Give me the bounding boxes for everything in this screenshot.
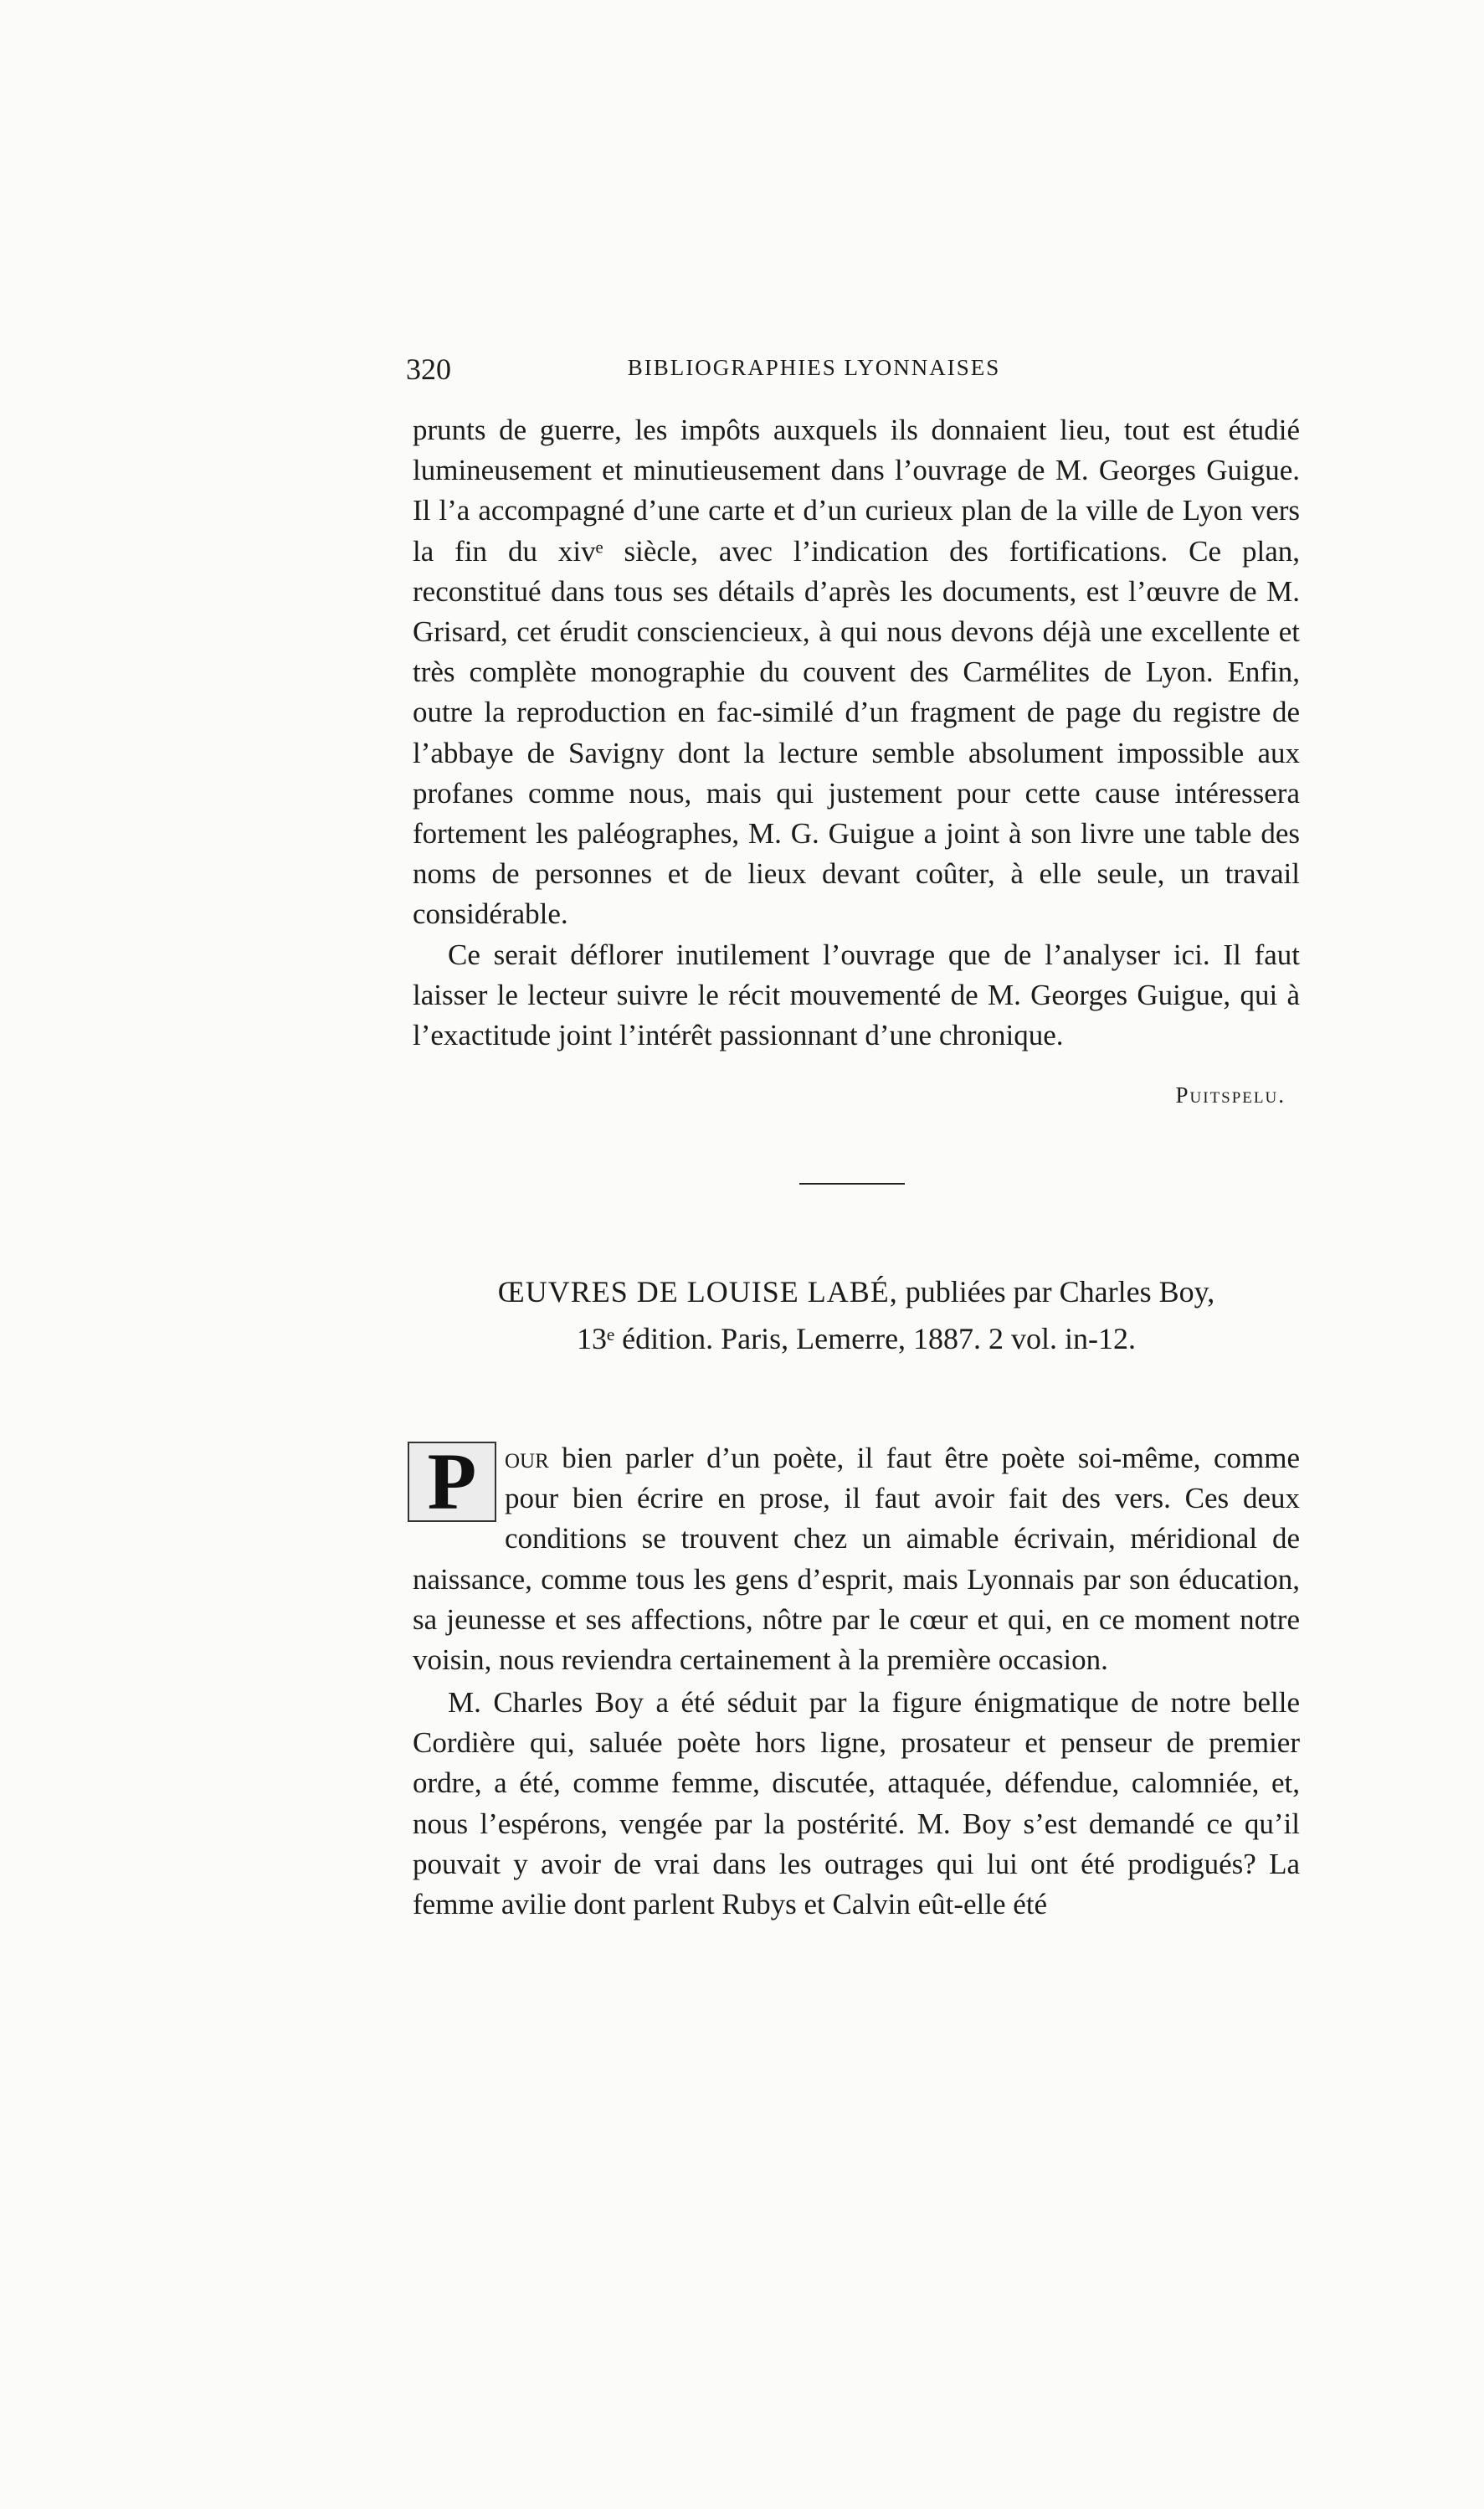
ornamental-initial: P xyxy=(408,1442,496,1522)
section-divider xyxy=(799,1183,905,1185)
running-head xyxy=(406,352,1222,393)
running-title: BIBLIOGRAPHIES LYONNAISES xyxy=(627,355,1001,380)
paragraph-text: bien parler d’un poète, il faut être poète soi-même, comme pour bien écrire en prose, il faut avoir fait des vers. Ces deux conditions se trouvent chez un aimable écrivain, méridional de naissance, comme tous les gens d’esprit, mais Lyonnais par son éducation, sa jeunesse et ses affections, nôtre par le cœur et qui, en ce moment notre voisin, nous reviendra certainement à la première occasion. xyxy=(413,1442,1300,1677)
editor-credit: publiées par Charles Boy, xyxy=(897,1275,1215,1308)
book-title: ŒUVRES DE LOUISE LABÉ, xyxy=(497,1275,898,1308)
edition-info: 13ᵉ édition. Paris, Lemerre, 1887. 2 vol. in-12. xyxy=(576,1322,1137,1355)
entry-title-line-1 xyxy=(413,1268,1300,1315)
author-signature: Puitspelu. xyxy=(1175,1082,1286,1108)
paragraph: M. Charles Boy a été séduit par la figure énigmatique de notre belle Cordière qui, saluée poète hors ligne, prosateur et penseur de premier ordre, a été, comme femme, discutée, attaquée, défendue, calomniée, et, nous l’espérons, vengée par la postérité. M. Boy s’est demandé ce qu’il pouvait y avoir de vrai dans les outrages qui lui ont été prodigués? La femme avilie dont parlent Rubys et Calvin eût-elle été xyxy=(413,1686,1300,1921)
paragraph: Ce serait déflorer inutilement l’ouvrage que de l’analyser ici. Il faut laisser le lecteur suivre le récit mouvementé de M. Georges Guigue, qui à l’exactitude joint l’intérêt passionnant d’une chronique. xyxy=(413,938,1300,1052)
entry-title xyxy=(413,1268,1300,1362)
lead-in: our xyxy=(505,1442,549,1474)
page-number: 320 xyxy=(406,352,451,386)
paragraph-with-drop-cap xyxy=(413,1438,1300,1680)
paragraph: prunts de guerre, les impôts auxquels ils donnaient lieu, tout est étudié lumineusement et minutieusement dans l’ouvrage de M. Georges Guigue. Il l’a accompagné d’une carte et d’un curieux plan de la ville de Lyon vers la fin du xivᵉ siècle, avec l’indication des fortifications. Ce plan, reconstitué dans tous ses détails d’après les documents, est l’œuvre de M. Grisard, cet érudit consciencieux, à qui nous devons déjà une excellente et très complète monographie du couvent des Carmélites de Lyon. Enfin, outre la reproduction en fac-similé d’un fragment de page du registre de l’abbaye de Savigny dont la lecture semble absolument impossible aux profanes comme nous, mais qui justement pour cette cause intéressera fortement les paléographes, M. G. Guigue a joint à son livre une table des noms de personnes et de lieux devant coûter, à elle seule, un travail considérable. xyxy=(413,414,1300,931)
